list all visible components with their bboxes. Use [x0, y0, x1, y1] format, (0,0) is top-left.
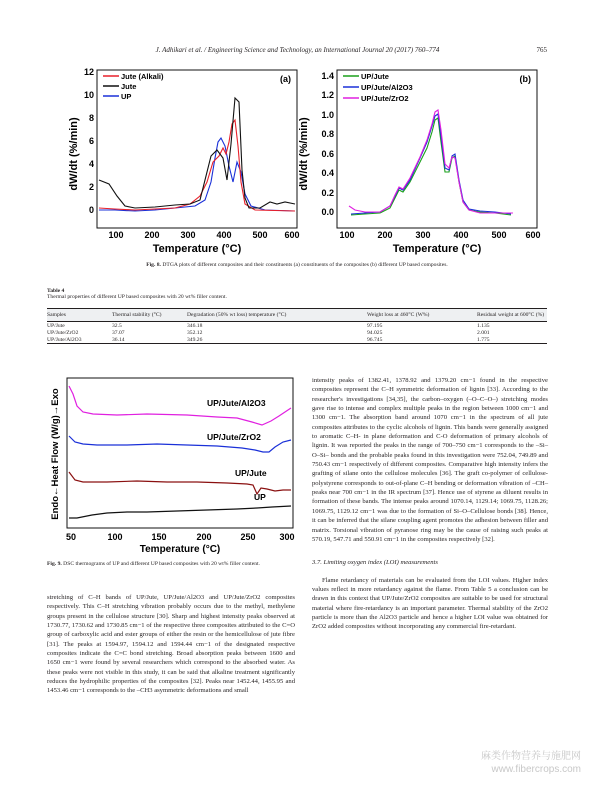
data-table: [47, 308, 547, 344]
watermark: [481, 750, 581, 776]
x-tick: 400: [216, 230, 232, 240]
y-tick: 6: [88, 136, 94, 146]
y-tick: 0.6: [321, 149, 334, 159]
legend-up-jute-al2o3: UP/Jute/Al2O3: [361, 83, 413, 92]
x-tick: 500: [491, 230, 507, 240]
legend-jute: Jute: [121, 82, 137, 91]
paragraph: intensity peaks of 1382.41, 1378.92 and 1379.20 cm−1 found in the respective composites represent the C–H symmetric deformation of lignin [33]. According to the researcher's investigations [34,35], the carbon–oxygen (–O–C–O–) stretching modes gave rise to intense and complex multiple peaks in the region between 1000 cm−1 and 1300 cm−1. The absorption band around 1070 cm−1 in the spectrum of all jute composites attributes to the cyclic alcohols of lignin. This bands were generally assigned to aromatic C–H- in plane deformation and C-O deformation of primary alcohols of lignin. It was reported the peaks in the range of 700–750 cm−1 corresponds to the –Si–O–Si– bonds and the probable peaks found in this investigation were 752.04, 749.89 and 750.43 cm−1 respectively of different composites. Comparative high intensity infers the grafting of silane onto the cellulose molecules [36]. The graft co-polymer of cellulose-polystyrene corresponds to out-of-plane C–H bending or deformation vibration of –CH– peaks near 700 cm−1 in the IR spectrum [37]. Hence use of styrene as diluent results in formation of these bands. The intense peaks around 1070.14, 1129.14; 1069.75, 1128.26; 1069.75, 1129.12 cm−1 was due to the formation of Si–O–Cellulose bonds [38]. Hence, it can be inferred that the silane coupling agent promotes the adhesion between filler and matrix. Torsional vibration of pyranose ring may be the cause of raising such peaks at 570.19, 547.71 and 550.91 cm−1 in the composites respectively [32].: [312, 377, 548, 543]
legend-jute-alkali: Jute (Alkali): [121, 72, 164, 81]
panel-a-label: (a): [280, 74, 291, 84]
x-tick: 100: [108, 230, 124, 240]
table-cell: 1.135: [477, 322, 490, 329]
panel-b-label: (b): [519, 74, 531, 84]
panel-a-yticks: [84, 67, 94, 215]
paragraph: stretching of C–H bands of UP/Jute, UP/Jute/Al2O3 and UP/Jute/ZrO2 composites respectively. This C–H stretching vibration probably occurs due to the methyl, methylene groups present in the cellulose structure [30]. Sharp and highest intensity peaks observed at 1730.77, 1730.62 and 1730.85 cm−1 of the respective three composites attributed to the C=O group of carboxylic acid and ester groups of either the resin or the hemicellulose of jute fibre [31]. The peaks at 1594.97, 1594.12 and 1594.44 cm−1 of the designated respective composites indicate the C=C bond stretching. Broad absorption peaks between 1600 and 1650 cm−1 were found by several researchers which correspond to the absorbed water. As these peaks were not visible in this study, it can be said that alkaline treatment significantly reduces the hydrophilic properties of the composites [32]. Peaks near 1452.44, 1455.95 and 1453.46 cm−1 corresponds to the –CH3 asymmetric deformations and small: [47, 594, 295, 695]
legend-up-jute-zro2: UP/Jute/ZrO2: [361, 94, 409, 103]
label-up-jute: UP/Jute: [235, 468, 267, 478]
section-heading: 3.7. Limiting oxygen index (LOI) measurements: [312, 559, 438, 567]
y-tick: 0.8: [321, 129, 334, 139]
panel-a-xticks: [108, 230, 299, 240]
x-tick: 250: [240, 532, 256, 542]
x-tick: 600: [525, 230, 541, 240]
panel-b: [298, 70, 541, 255]
x-tick: 100: [339, 230, 355, 240]
column-header: Residual weight at 600°C (%): [477, 309, 547, 322]
x-tick: 500: [252, 230, 268, 240]
table-header-row: [47, 309, 547, 322]
panel-b-yticks: [321, 71, 334, 217]
table-row: [47, 336, 547, 344]
table-cell: UP/Jute/ZrO2: [47, 329, 79, 336]
y-tick: 0.0: [321, 207, 334, 217]
table-cell: 94.025: [367, 329, 383, 336]
fig9-xticks: [66, 532, 295, 542]
table-cell: 2.001: [477, 329, 490, 336]
panel-a-ylabel: dW/dt (%/min): [68, 117, 80, 191]
y-tick: 2: [88, 182, 94, 192]
caption-text: DTGA plots of different composites and their constituents (a) constituents of the composites (b) different UP based composites.: [162, 262, 448, 268]
curve-up-jute: [351, 118, 511, 215]
label-up-jute-zro2: UP/Jute/ZrO2: [207, 432, 261, 442]
panel-a: [68, 67, 300, 255]
watermark-line: www.fibercrops.com: [491, 764, 581, 775]
x-tick: 600: [284, 230, 300, 240]
fig9-ylabel: Endo←Heat Flow (W/g)→Exo: [50, 388, 61, 520]
x-tick: 300: [279, 532, 295, 542]
y-tick: 1.0: [321, 110, 334, 120]
table-cell: UP/Jute/Al2O3: [47, 336, 112, 344]
y-tick: 10: [83, 90, 94, 100]
y-tick: 0: [88, 205, 94, 215]
x-tick: 200: [144, 230, 160, 240]
table-cell: 352.12: [187, 329, 203, 336]
table-row: [47, 322, 547, 330]
x-tick: 50: [65, 532, 77, 542]
table-cell: 32.5: [112, 322, 122, 329]
table-cell: UP/Jute: [47, 322, 65, 329]
caption-label: Fig. 8.: [146, 262, 161, 268]
panel-a-xlabel: Temperature (°C): [152, 243, 242, 255]
column-header: Weight loss at 460°C (W%): [367, 309, 477, 322]
table-title: Table 4: [47, 288, 65, 294]
y-tick: 0.2: [321, 188, 334, 198]
running-header: [0, 46, 595, 58]
figure-9: [47, 372, 295, 554]
table-cell: 349.26: [187, 336, 367, 344]
watermark-line: 麻类作物营养与施肥网: [481, 751, 581, 762]
figure-8: [55, 62, 545, 258]
x-tick: 150: [151, 532, 167, 542]
y-tick: 8: [88, 113, 94, 123]
label-up-jute-al2o3: UP/Jute/Al2O3: [207, 398, 266, 408]
y-tick: 12: [83, 67, 94, 77]
legend-up-jute: UP/Jute: [361, 72, 389, 81]
table-cell: 97.195: [367, 322, 383, 329]
body-column-right: [312, 376, 548, 632]
table-cell: 346.18: [187, 322, 203, 329]
curve-jute-alkali: [99, 120, 295, 211]
page-number: 765: [536, 46, 547, 54]
curve-up: [99, 138, 295, 211]
panel-b-legend: [343, 72, 413, 103]
panel-b-xticks: [339, 230, 540, 240]
y-tick: 0.4: [321, 168, 334, 178]
table-4: [47, 288, 547, 344]
x-tick: 200: [377, 230, 393, 240]
curve-jute: [99, 98, 295, 208]
curve-up-jute-zro2: [349, 110, 513, 213]
panel-a-legend: [103, 72, 164, 101]
caption-text: DSC thermograms of UP and different UP based composites with 20 wt% filler content.: [63, 561, 260, 567]
table-cell: 37.07: [112, 329, 125, 336]
table-subtitle: Thermal properties of different UP based composites with 20 wt% filler content.: [47, 294, 227, 300]
body-column-left: [47, 593, 295, 696]
caption-label: Fig. 9.: [47, 561, 62, 567]
y-tick: 4: [88, 159, 94, 169]
paragraph: Flame retardancy of materials can be evaluated from the LOI values. Higher index values reflect in more retardancy against the flame. From Table 5 a conclusion can be drawn in this context that UP/Jute/ZrO2 composites are suitable to be used for structural material where fire-retardancy is an important parameter. Thermal stability of the ZrO2 particle is more than the Al2O3 particle and hence a higher LOI value was obtained for ZrO2 added composites without incorporating any commercial fire-retardant.: [312, 576, 548, 631]
legend-up: UP: [121, 92, 132, 101]
table-cell: 1.775: [477, 336, 547, 344]
label-up: UP: [254, 492, 266, 502]
x-tick: 300: [180, 230, 196, 240]
panel-b-xlabel: Temperature (°C): [392, 243, 482, 255]
x-tick: 400: [453, 230, 469, 240]
journal-citation: J. Adhikari et al. / Engineering Science and Technology, an International Journal 20 (2017) 760–774: [155, 46, 440, 54]
curve-up: [69, 506, 291, 518]
x-tick: 100: [107, 532, 123, 542]
x-tick: 300: [415, 230, 431, 240]
figure-9-caption: [47, 560, 295, 568]
column-header: Degradation (50% wt loss) temperature (°C): [187, 309, 367, 322]
y-tick: 1.4: [321, 71, 334, 81]
fig9-xlabel: Temperature (°C): [139, 544, 221, 554]
column-header: Samples: [47, 309, 112, 322]
y-tick: 1.2: [321, 90, 334, 100]
x-tick: 200: [196, 532, 212, 542]
table-cell: 36.14: [112, 336, 187, 344]
column-header: Thermal stability (°C): [112, 309, 187, 322]
panel-b-ylabel: dW/dt (%/min): [298, 117, 310, 191]
table-cell: 96.745: [367, 336, 477, 344]
table-row: [47, 329, 547, 336]
figure-8-caption: [47, 262, 547, 268]
